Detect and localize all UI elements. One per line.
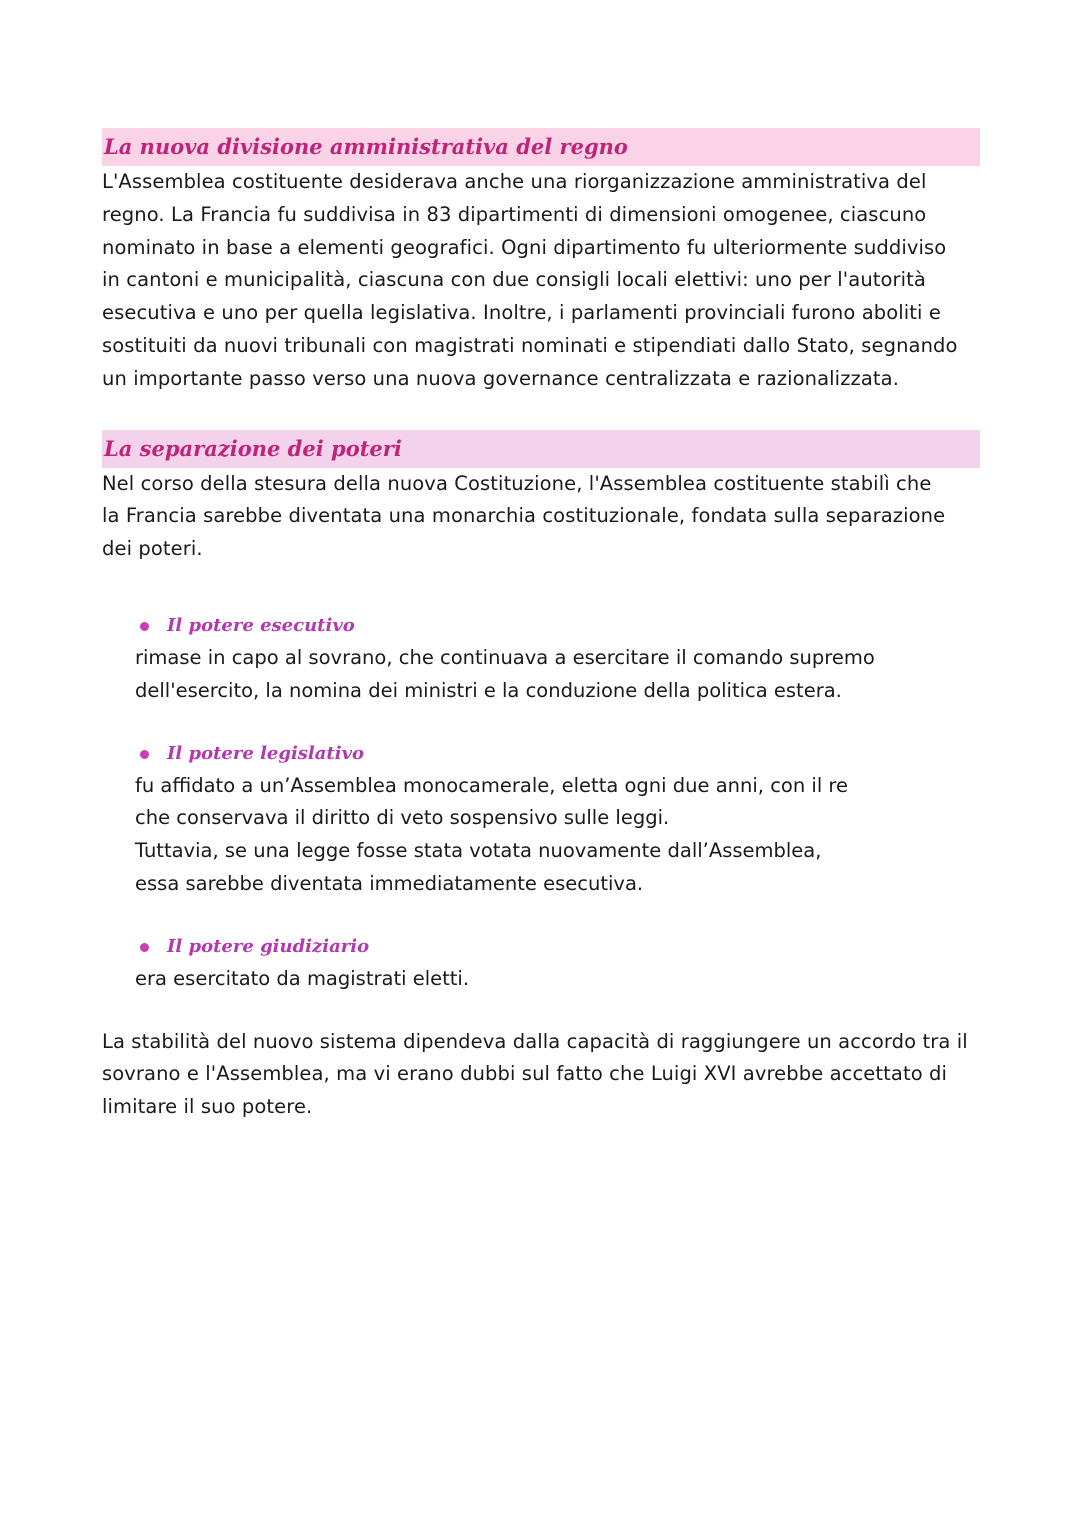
- section-title-separation-of-powers: La separazione dei poteri: [102, 430, 980, 468]
- text-line: limitare il suo potere.: [102, 1095, 313, 1119]
- power-item-legislative: [102, 738, 980, 901]
- text-line: era esercitato da magistrati eletti.: [135, 966, 470, 990]
- power-description-executive: [135, 642, 980, 708]
- power-title-judicial: Il potere giudiziario: [167, 935, 370, 957]
- power-description-judicial: [135, 963, 980, 996]
- document-page: [102, 128, 980, 1124]
- text-line: L'Assemblea costituente desiderava anche una riorganizzazione amministrativa del: [102, 170, 927, 193]
- section-intro-separation-of-powers: [102, 468, 980, 566]
- text-line: dell'esercito, la nomina dei ministri e la conduzione della politica estera.: [135, 678, 842, 702]
- text-line: regno. La Francia fu suddivisa in 83 dipartimenti di dimensioni omogenee, ciascuno: [102, 202, 927, 226]
- text-line: rimase in capo al sovrano, che continuava a esercitare il comando supremo: [135, 645, 875, 669]
- text-line: la Francia sarebbe diventata una monarchia costituzionale, fondata sulla separazione: [102, 504, 946, 528]
- section-paragraph-administrative-division: [102, 166, 980, 396]
- bullet-dot-icon: [140, 943, 149, 952]
- power-title-executive: Il potere esecutivo: [167, 614, 355, 636]
- power-title-legislative: Il potere legislativo: [167, 742, 365, 764]
- text-line: fu affidato a un’Assemblea monocamerale, eletta ogni due anni, con il re: [135, 773, 849, 797]
- text-line: esecutiva e uno per quella legislativa. Inoltre, i parlamenti provinciali furono aboliti e: [102, 301, 941, 325]
- text-line: in cantoni e municipalità, ciascuna con due consigli locali elettivi: uno per l'autorità: [102, 268, 926, 292]
- powers-list: [102, 610, 980, 996]
- text-line: nominato in base a elementi geografici. Ogni dipartimento fu ulteriormente suddiviso: [102, 235, 947, 259]
- bullet-dot-icon: [140, 622, 149, 631]
- power-description-legislative: [135, 770, 980, 901]
- text-line: sovrano e l'Assemblea, ma vi erano dubbi sul fatto che Luigi XVI avrebbe accettato di: [102, 1062, 948, 1086]
- text-line: un importante passo verso una nuova governance centralizzata e razionalizzata.: [102, 366, 900, 390]
- power-item-judicial: [102, 931, 980, 996]
- text-line: La stabilità del nuovo sistema dipendeva dalla capacità di raggiungere un accordo tra il: [102, 1029, 968, 1053]
- section-title-administrative-division: La nuova divisione amministrativa del regno: [102, 128, 980, 166]
- power-item-executive: [102, 610, 980, 708]
- text-line: dei poteri.: [102, 537, 203, 561]
- bullet-dot-icon: [140, 750, 149, 759]
- text-line: Nel corso della stesura della nuova Costituzione, l'Assemblea costituente stabilì che: [102, 471, 932, 495]
- closing-paragraph: [102, 1026, 980, 1124]
- text-line: essa sarebbe diventata immediatamente esecutiva.: [135, 871, 644, 895]
- text-line: Tuttavia, se una legge fosse stata votata nuovamente dall’Assemblea,: [135, 839, 822, 863]
- text-line: che conservava il diritto di veto sospensivo sulle leggi.: [135, 806, 670, 830]
- text-line: sostituiti da nuovi tribunali con magistrati nominati e stipendiati dallo Stato, segnando: [102, 333, 958, 357]
